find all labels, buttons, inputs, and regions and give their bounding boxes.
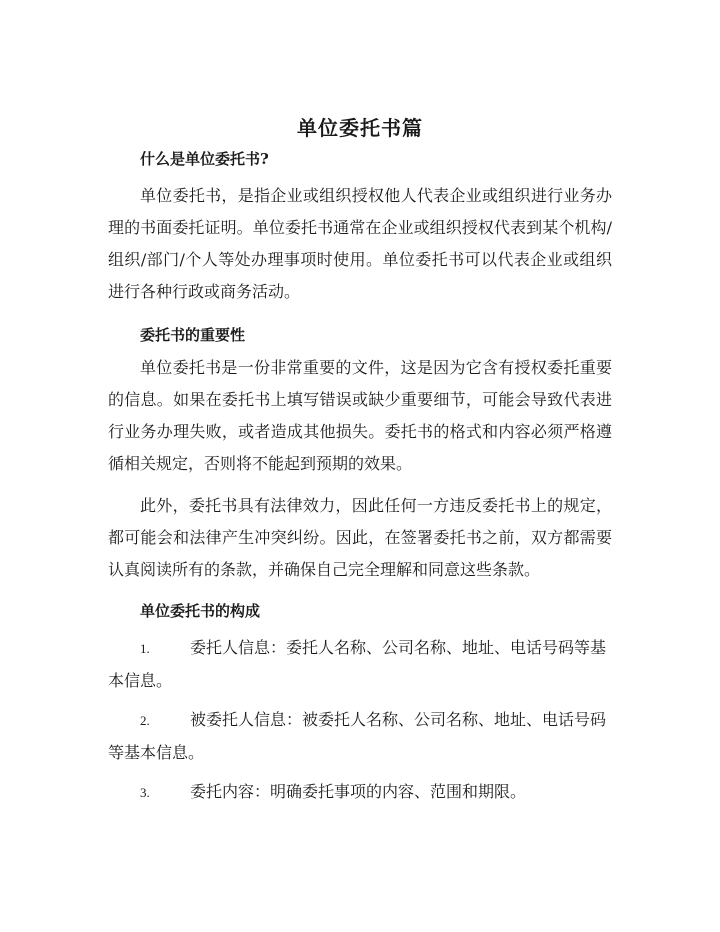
list-item-number: 1. bbox=[140, 641, 150, 656]
paragraph-importance-1: 单位委托书是一份非常重要的文件，这是因为它含有授权委托重要的信息。如果在委托书上填写错误或缺少重要细节，可能会导致代表进行业务办理失败，或者造成其他损失。委托书的格式和内容必须严格遵循相关规定，否则将不能起到预期的效果。 bbox=[108, 358, 612, 473]
list-item bbox=[108, 776, 612, 809]
list-item-text: 委托内容：明确委托事项的内容、范围和期限。 bbox=[190, 782, 527, 801]
list-item-number: 2. bbox=[140, 713, 150, 728]
section-heading-composition: 单位委托书的构成 bbox=[140, 602, 261, 620]
paragraph-definition: 单位委托书，是指企业或组织授权他人代表企业或组织进行业务办理的书面委托证明。单位委托书通常在企业或组织授权代表到某个机构/组织/部门/个人等处办理事项时使用。单位委托书可以代表企业或组织进行各种行政或商务活动。 bbox=[108, 186, 612, 301]
section-heading-what-is: 什么是单位委托书? bbox=[140, 150, 269, 168]
list-item bbox=[108, 632, 612, 697]
paragraph-importance-2: 此外，委托书具有法律效力，因此任何一方违反委托书上的规定，都可能会和法律产生冲突纠纷。因此，在签署委托书之前，双方都需要认真阅读所有的条款，并确保自己完全理解和同意这些条款。 bbox=[108, 496, 612, 579]
list-item-text: 被委托人信息：被委托人名称、公司名称、地址、电话号码等基本信息。 bbox=[108, 710, 607, 762]
list-item-number: 3. bbox=[140, 785, 150, 800]
list-item bbox=[108, 704, 612, 769]
section-heading-importance: 委托书的重要性 bbox=[140, 326, 246, 344]
document-title: 单位委托书篇 bbox=[297, 116, 423, 140]
list-item-text: 委托人信息：委托人名称、公司名称、地址、电话号码等基本信息。 bbox=[108, 638, 607, 690]
